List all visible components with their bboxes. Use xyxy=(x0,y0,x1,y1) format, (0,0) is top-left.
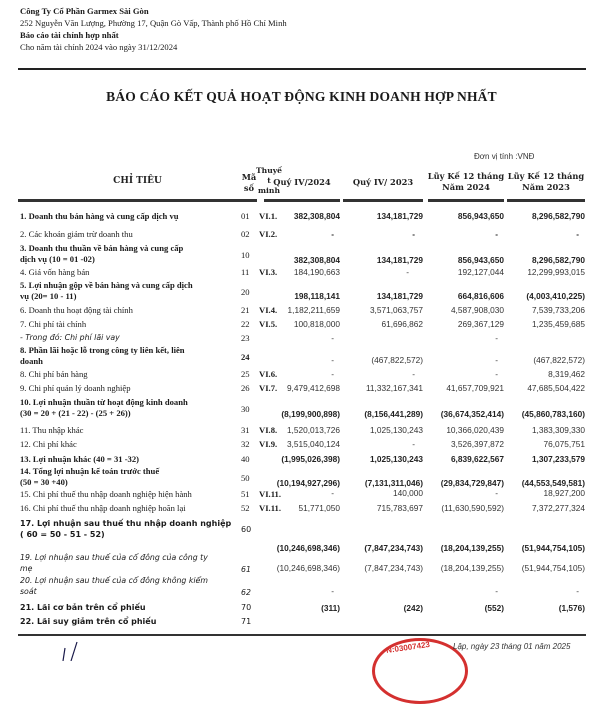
value-ytd-2023: 7,372,277,324 xyxy=(531,503,585,513)
header-underline-ytd-2024 xyxy=(428,199,504,202)
value-ytd-2024: - xyxy=(495,369,498,379)
value-q4-2023: (7,847,234,743) xyxy=(364,543,423,553)
value-ytd-2024: (29,834,729,847) xyxy=(440,478,504,488)
value-q4-2024: (10,194,927,296) xyxy=(276,478,340,488)
row-label xyxy=(20,576,252,597)
ytd-2023-header-line2: Năm 2023 xyxy=(522,182,570,192)
row-label: 11. Thu nhập khác xyxy=(20,425,84,435)
row-label: 15. Chi phí thuế thu nhập doanh nghiệp hiện hành xyxy=(20,489,192,499)
currency-unit: Đơn vị tính :VNĐ xyxy=(474,152,535,161)
value-ytd-2023: 1,235,459,685 xyxy=(531,319,585,329)
row-code: 61 xyxy=(241,565,251,574)
value-ytd-2023: 12,299,993,015 xyxy=(527,267,585,277)
row-code: 70 xyxy=(241,603,252,612)
value-q4-2024: 198,118,141 xyxy=(294,291,340,301)
value-q4-2023: 61,696,862 xyxy=(381,319,423,329)
row-label xyxy=(20,519,252,540)
row-code: 11 xyxy=(241,267,250,277)
row-note: VI.5. xyxy=(259,319,278,329)
value-q4-2023: (7,847,234,743) xyxy=(364,563,423,573)
row-code: 24 xyxy=(241,352,250,362)
value-q4-2024: 1,520,013,726 xyxy=(286,425,340,435)
value-ytd-2023: 7,539,733,206 xyxy=(531,305,585,315)
footer-divider xyxy=(18,634,586,636)
value-ytd-2024: 10,366,020,439 xyxy=(446,425,504,435)
row-note: VI.7. xyxy=(259,383,278,393)
row-label xyxy=(20,553,252,574)
value-q4-2024: (311) xyxy=(321,603,340,613)
value-q4-2024: (8,199,900,898) xyxy=(281,409,340,419)
value-ytd-2023: 1,307,233,579 xyxy=(531,454,585,464)
report-type: Báo cáo tài chính hợp nhất xyxy=(20,30,119,40)
company-name: Công Ty Cổ Phần Garmex Sài Gòn xyxy=(20,6,149,16)
row-code: 22 xyxy=(241,319,250,329)
value-q4-2024: 1,182,211,659 xyxy=(287,305,340,315)
value-ytd-2024: 41,657,709,921 xyxy=(446,383,504,393)
value-q4-2023: 1,025,130,243 xyxy=(369,454,423,464)
value-q4-2024: 9,479,412,698 xyxy=(286,383,340,393)
row-label: 22. Lãi suy giảm trên cổ phiếu xyxy=(20,617,157,626)
value-ytd-2023: 47,685,504,422 xyxy=(527,383,585,393)
row-label: 7. Chi phí tài chính xyxy=(20,319,87,329)
row-code: 31 xyxy=(241,425,250,435)
value-ytd-2023: (44,553,549,581) xyxy=(521,478,585,488)
row-code: 26 xyxy=(241,383,250,393)
value-q4-2023: 134,181,729 xyxy=(376,291,423,301)
row-note: VI.2. xyxy=(259,229,278,239)
value-ytd-2024: 6,839,622,567 xyxy=(450,454,504,464)
value-q4-2024: (1,995,026,398) xyxy=(281,454,340,464)
value-ytd-2023: - xyxy=(576,586,579,596)
header-underline-q4-2023 xyxy=(343,199,423,202)
header-underline-ytd-2023 xyxy=(507,199,585,202)
row-code: 30 xyxy=(241,404,250,414)
value-q4-2023: 715,783,697 xyxy=(376,503,423,513)
column-header-ytd-2024 xyxy=(426,171,506,193)
header-divider xyxy=(18,68,586,70)
row-label-line2: (50 = 30 +40) xyxy=(20,476,68,487)
value-ytd-2024: 3,526,397,872 xyxy=(450,439,504,449)
value-q4-2024: 382,308,804 xyxy=(293,255,340,265)
value-q4-2024: (10,246,698,346) xyxy=(276,563,340,573)
row-label: - Trong đó: Chi phí lãi vay xyxy=(20,333,120,342)
value-ytd-2023: (45,860,783,160) xyxy=(521,409,585,419)
row-label-line2: mẹ xyxy=(20,563,33,573)
value-q4-2023: 134,181,729 xyxy=(376,255,423,265)
row-label-line1: 19. Lợi nhuận sau thuế của cổ đông của công ty xyxy=(20,553,208,562)
row-label xyxy=(20,280,252,301)
row-code: 02 xyxy=(241,229,250,239)
row-note: VI.11. xyxy=(259,489,281,499)
value-q4-2024: 3,515,040,124 xyxy=(286,439,340,449)
value-q4-2023: 140,000 xyxy=(393,488,423,498)
value-q4-2023: (7,131,311,046) xyxy=(364,478,423,488)
row-code: 32 xyxy=(241,439,250,449)
header-underline-indicator xyxy=(18,199,257,202)
row-code: 25 xyxy=(241,369,250,379)
value-ytd-2024: (18,204,139,255) xyxy=(440,563,504,573)
value-q4-2023: (242) xyxy=(403,603,423,613)
row-note: VI.8. xyxy=(259,425,278,435)
value-q4-2023: - xyxy=(412,369,415,379)
row-note: VI.6. xyxy=(259,369,278,379)
row-note: VI.3. xyxy=(259,267,278,277)
header-underline-q4-2024 xyxy=(264,199,340,202)
value-ytd-2023: 1,383,309,330 xyxy=(531,425,585,435)
value-q4-2023: 3,571,063,757 xyxy=(369,305,423,315)
page-title: BÁO CÁO KẾT QUẢ HOẠT ĐỘNG KINH DOANH HỢP NHẤT xyxy=(106,89,497,104)
value-q4-2023: 11,332,167,341 xyxy=(365,383,423,393)
value-ytd-2023: 18,927,200 xyxy=(543,488,585,498)
value-q4-2024: (10,246,698,346) xyxy=(276,543,340,553)
value-q4-2024: 382,308,804 xyxy=(293,211,340,221)
value-ytd-2023: 76,075,751 xyxy=(543,439,585,449)
row-code: 20 xyxy=(241,287,250,297)
value-ytd-2024: (11,630,590,592) xyxy=(441,503,504,513)
value-ytd-2023: 8,319,462 xyxy=(548,369,585,379)
ytd-2024-header-line2: Năm 2024 xyxy=(442,182,490,192)
row-label xyxy=(20,397,252,418)
note-header-line2: t xyxy=(267,176,271,185)
value-ytd-2023: (467,822,572) xyxy=(533,355,585,365)
row-label: 2. Các khoản giảm trừ doanh thu xyxy=(20,229,133,239)
value-q4-2023: 134,181,729 xyxy=(376,211,423,221)
row-label: 21. Lãi cơ bản trên cổ phiếu xyxy=(20,603,146,612)
value-ytd-2024: (36,674,352,414) xyxy=(440,409,504,419)
row-label: 1. Doanh thu bán hàng và cung cấp dịch vụ xyxy=(20,211,179,221)
ytd-2024-header-line1: Lũy Kế 12 tháng xyxy=(427,171,505,181)
value-ytd-2023: (1,576) xyxy=(558,603,585,613)
row-code: 40 xyxy=(241,454,250,464)
row-label-line1: 10. Lợi nhuận thuần từ hoạt động kinh doanh xyxy=(20,397,188,407)
row-code: 71 xyxy=(241,617,252,626)
row-code: 52 xyxy=(241,503,250,513)
row-label-line2: vụ (20= 10 - 11) xyxy=(20,290,77,301)
row-note: VI.9. xyxy=(259,439,278,449)
column-header-q4-2023: Quý IV/ 2023 xyxy=(352,177,414,187)
value-q4-2024: - xyxy=(331,586,334,596)
note-header-line1: Thuyế xyxy=(256,166,282,175)
row-label-line1: 3. Doanh thu thuần về bán hàng và cung cấp xyxy=(20,243,184,253)
row-code: 21 xyxy=(241,305,250,315)
row-note: VI.4. xyxy=(259,305,278,315)
row-label-line2: dịch vụ (10 = 01 -02) xyxy=(20,253,95,264)
column-header-ytd-2023 xyxy=(506,171,586,193)
value-ytd-2024: 4,587,908,030 xyxy=(450,305,504,315)
value-q4-2024: 184,190,663 xyxy=(293,267,340,277)
row-label: 6. Doanh thu hoạt động tài chính xyxy=(20,305,133,315)
row-label-line2: soát xyxy=(20,586,37,596)
value-ytd-2023: 8,296,582,790 xyxy=(531,255,585,265)
row-label-line2: (30 = 20 + (21 - 22) - (25 + 26)) xyxy=(20,407,131,418)
row-label: 16. Chi phí thuế thu nhập doanh nghiệp hoãn lại xyxy=(20,503,186,513)
row-code: 10 xyxy=(241,250,250,260)
value-q4-2023: (467,822,572) xyxy=(371,355,423,365)
value-ytd-2023: - xyxy=(576,229,579,239)
row-label-line1: 17. Lợi nhuận sau thuế thu nhập doanh nghiệp xyxy=(20,519,232,528)
row-label-line2: ( 60 = 50 - 51 - 52) xyxy=(20,529,105,539)
value-ytd-2024: (552) xyxy=(484,603,504,613)
value-q4-2024: - xyxy=(331,229,334,239)
value-q4-2024: - xyxy=(331,333,334,343)
value-q4-2023: 1,025,130,243 xyxy=(369,425,423,435)
value-ytd-2023: (51,944,754,105) xyxy=(521,563,585,573)
value-ytd-2024: - xyxy=(495,333,498,343)
value-ytd-2024: 856,943,650 xyxy=(457,211,504,221)
row-label: 12. Chi phí khác xyxy=(20,439,77,449)
value-ytd-2023: (4,003,410,225) xyxy=(526,291,585,301)
value-q4-2023: - xyxy=(412,229,415,239)
code-header-line2: số xyxy=(243,183,255,193)
value-ytd-2024: 192,127,044 xyxy=(457,267,504,277)
row-label-line1: 14. Tổng lợi nhuận kế toán trước thuế xyxy=(20,466,160,476)
report-period: Cho năm tài chính 2024 vào ngày 31/12/2024 xyxy=(20,42,178,52)
row-code: 23 xyxy=(241,333,250,343)
row-code: 62 xyxy=(241,588,251,597)
value-ytd-2024: 856,943,650 xyxy=(457,255,504,265)
company-address: 252 Nguyễn Văn Lượng, Phường 17, Quận Gò Vấp, Thành phố Hồ Chí Minh xyxy=(20,18,287,28)
value-q4-2023: - xyxy=(406,267,409,277)
value-q4-2024: 100,818,000 xyxy=(293,319,340,329)
value-ytd-2024: 664,816,606 xyxy=(457,291,504,301)
value-ytd-2024: - xyxy=(495,488,498,498)
row-label: 13. Lợi nhuận khác (40 = 31 -32) xyxy=(20,454,140,464)
value-ytd-2023: (51,944,754,105) xyxy=(521,543,585,553)
value-q4-2023: (8,156,441,289) xyxy=(364,409,423,419)
row-code: 50 xyxy=(241,473,250,483)
row-code: 51 xyxy=(241,489,250,499)
value-q4-2024: - xyxy=(331,369,334,379)
value-ytd-2023: 8,296,582,790 xyxy=(531,211,585,221)
value-ytd-2024: 269,367,129 xyxy=(457,319,504,329)
signing-date: Lập, ngày 23 tháng 01 năm 2025 xyxy=(453,642,571,651)
value-ytd-2024: - xyxy=(495,586,498,596)
value-ytd-2024: - xyxy=(495,355,498,365)
value-ytd-2024: (18,204,139,255) xyxy=(440,543,504,553)
row-label-line1: 20. Lợi nhuận sau thuế của cổ đông không kiểm xyxy=(20,576,208,585)
row-note: VI.11. xyxy=(259,503,281,513)
row-note: VI.1. xyxy=(259,211,278,221)
column-header-indicator: CHỈ TIÊU xyxy=(113,176,162,186)
row-label xyxy=(20,345,252,366)
signature-icon xyxy=(55,640,95,661)
row-label: 4. Giá vốn hàng bán xyxy=(20,267,90,277)
value-q4-2024: - xyxy=(331,488,334,498)
row-label: 8. Chi phí bán hàng xyxy=(20,369,88,379)
ytd-2023-header-line1: Lũy Kế 12 tháng xyxy=(507,171,585,181)
value-q4-2024: - xyxy=(331,355,334,365)
value-q4-2024: 51,771,050 xyxy=(298,503,340,513)
row-label xyxy=(20,243,252,264)
value-ytd-2024: - xyxy=(495,229,498,239)
column-header-q4-2024: Quý IV/2024 xyxy=(273,177,331,187)
value-q4-2023: - xyxy=(412,439,415,449)
row-label-line1: 5. Lợi nhuận gộp về bán hàng và cung cấp dịch xyxy=(20,280,193,290)
row-label-line2: doanh xyxy=(20,355,43,366)
row-label: 9. Chi phí quản lý doanh nghiệp xyxy=(20,383,131,393)
row-code: 01 xyxy=(241,211,250,221)
row-label-line1: 8. Phần lãi hoặc lỗ trong công ty liên kết, liên xyxy=(20,345,185,355)
row-label xyxy=(20,466,252,487)
code-header-line1: Mã xyxy=(241,172,257,182)
stamp-text: N:03007423 xyxy=(385,639,431,656)
row-code: 60 xyxy=(241,525,252,534)
note-header-line3: minh xyxy=(258,186,280,195)
